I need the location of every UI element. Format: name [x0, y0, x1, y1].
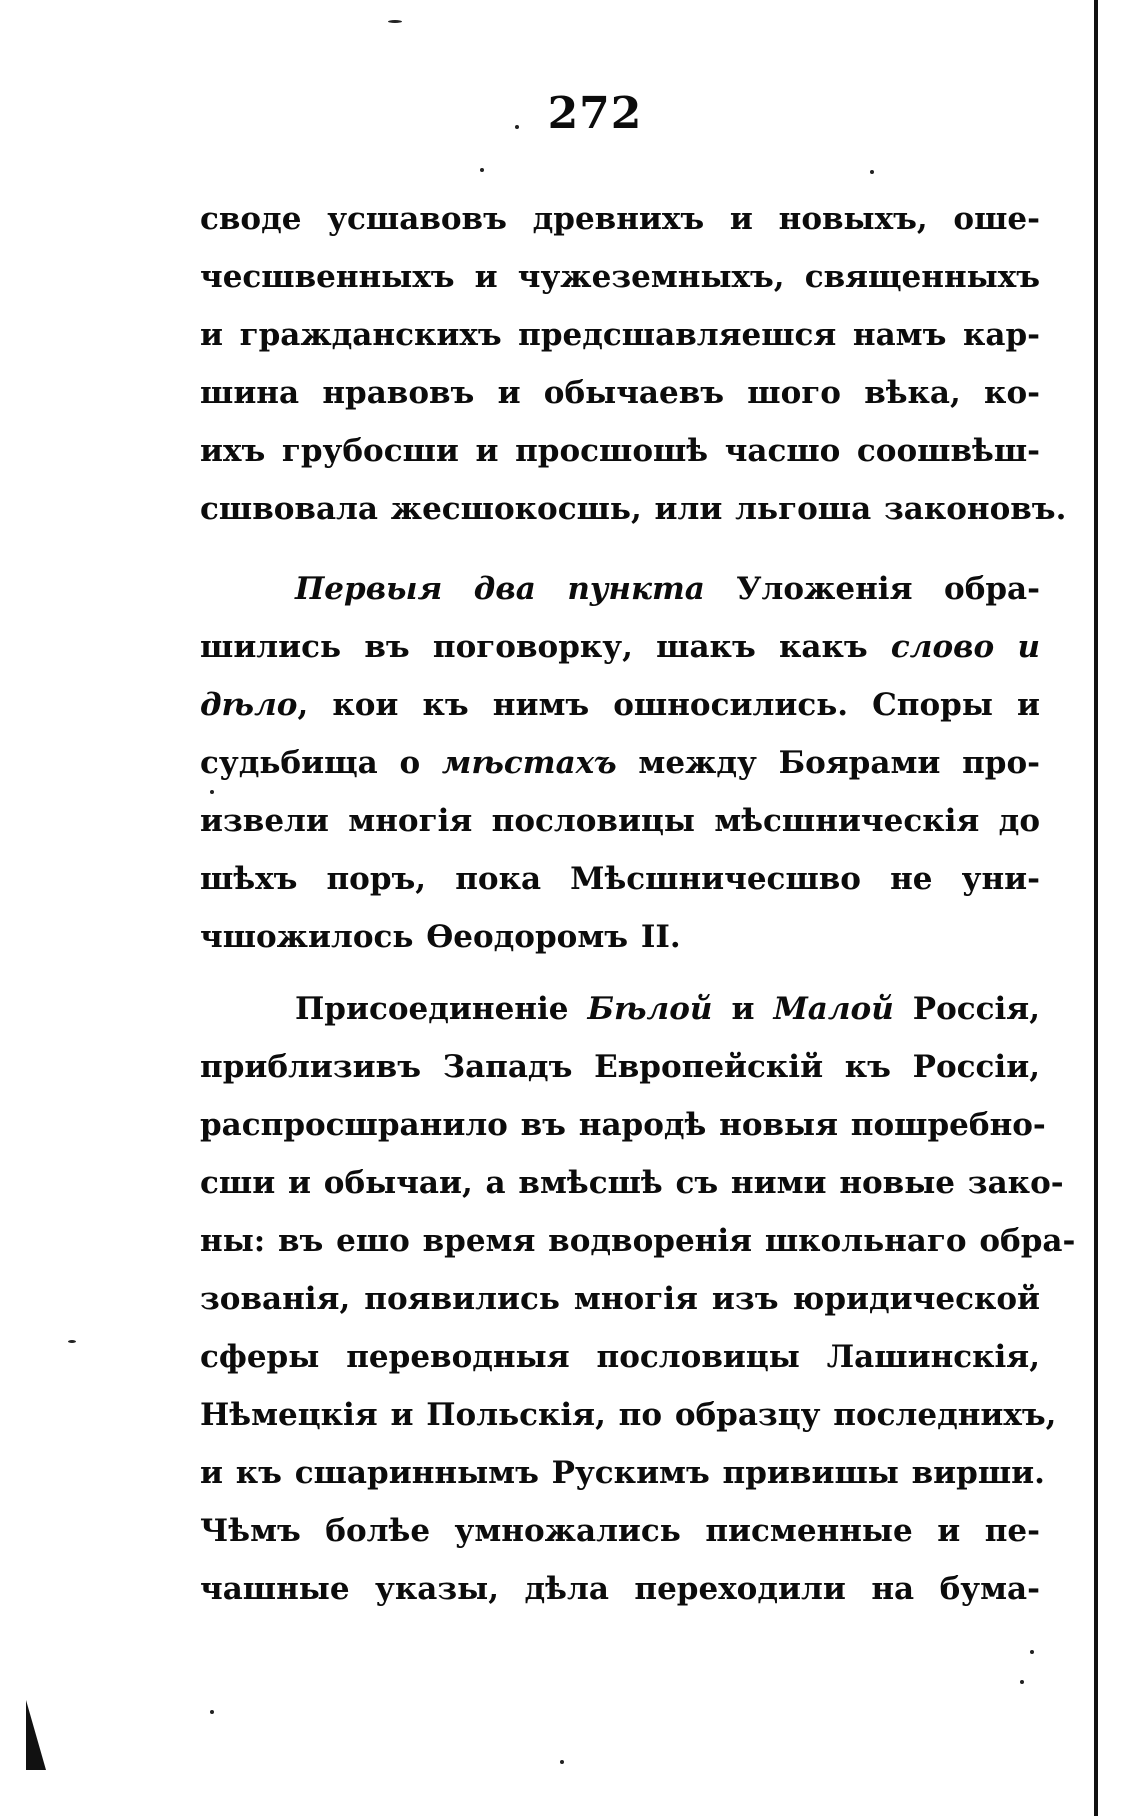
- text-line: чесшвенныхъ и чужеземныхъ, священныхъ: [200, 259, 1040, 295]
- italic-phrase: Бѣлой: [587, 991, 713, 1027]
- text-line: распросшранило въ народѣ новыя пошребно-: [200, 1107, 1046, 1143]
- text-line: извели многія пословицы мѣсшническія до: [200, 803, 1040, 839]
- page-number: 272: [547, 88, 643, 139]
- paragraph-3: [200, 980, 1076, 1618]
- text-line: Присоединеніе Бѣлой и Малой Россія,: [295, 991, 1040, 1027]
- italic-phrase: Первыя два пункта: [295, 571, 705, 607]
- scan-speck: [388, 20, 402, 23]
- italic-phrase: слово и: [890, 629, 1040, 665]
- text-line: и къ сшариннымъ Рускимъ привишы вирши.: [200, 1455, 1045, 1491]
- text-line: и гражданскихъ предсшавляешся намъ кар-: [200, 317, 1040, 353]
- scan-speck: [560, 1760, 564, 1764]
- text-line: чшожилось Ѳеодоромъ II.: [200, 919, 681, 955]
- scan-edge-mark: [26, 1700, 46, 1770]
- scan-speck: [210, 790, 214, 794]
- scan-speck: [68, 1340, 76, 1343]
- text-line: своде усшавовъ древнихъ и новыхъ, оше-: [200, 201, 1040, 237]
- text-line: сши и обычаи, а вмѣсшѣ съ ними новые зако-: [200, 1165, 1064, 1201]
- scan-speck: [1030, 1650, 1034, 1654]
- text-line: шились въ поговорку, шакъ какъ слово и: [200, 629, 1040, 665]
- text-line: Чѣмъ болѣе умножались писменные и пе-: [200, 1513, 1040, 1549]
- italic-phrase: мѣстахъ: [441, 745, 617, 781]
- text-line: судьбища о мѣстахъ между Боярами про-: [200, 745, 1041, 781]
- text-line: сшвовала жесшокосшь, или льгоша законовъ.: [200, 491, 1067, 527]
- scan-speck: [515, 125, 519, 129]
- text-line: шѣхъ поръ, пока Мѣсшничесшво не уни-: [200, 861, 1040, 897]
- text-line: дѣло, кои къ нимъ ошносились. Споры и: [200, 687, 1040, 723]
- page-edge-line: [1094, 0, 1098, 1816]
- scan-speck: [870, 170, 874, 174]
- text-line: ихъ грубосши и просшошѣ часшо соошвѣш-: [200, 433, 1040, 469]
- italic-phrase: Малой: [773, 991, 894, 1027]
- text-line: чашные указы, дѣла переходили на бума-: [200, 1571, 1040, 1607]
- text-line: Первыя два пункта Уложенія обра-: [295, 571, 1040, 607]
- paragraph-1: [200, 190, 1067, 538]
- scan-speck: [1020, 1680, 1024, 1684]
- text-line: шина нравовъ и обычаевъ шого вѣка, ко-: [200, 375, 1040, 411]
- text-line: ны: въ ешо время водворенія школьнаго обра-: [200, 1223, 1076, 1259]
- italic-phrase: дѣло: [200, 687, 298, 723]
- text-line: зованія, появились многія изъ юридической: [200, 1281, 1040, 1317]
- scan-speck: [480, 168, 484, 172]
- scan-speck: [210, 1710, 214, 1714]
- text-line: Нѣмецкія и Польскія, по образцу последнихъ,: [200, 1397, 1057, 1433]
- text-line: приблизивъ Западъ Европейскій къ Россіи,: [200, 1049, 1040, 1085]
- text-line: сферы переводныя пословицы Лашинскія,: [200, 1339, 1040, 1375]
- paragraph-2: [200, 560, 1040, 966]
